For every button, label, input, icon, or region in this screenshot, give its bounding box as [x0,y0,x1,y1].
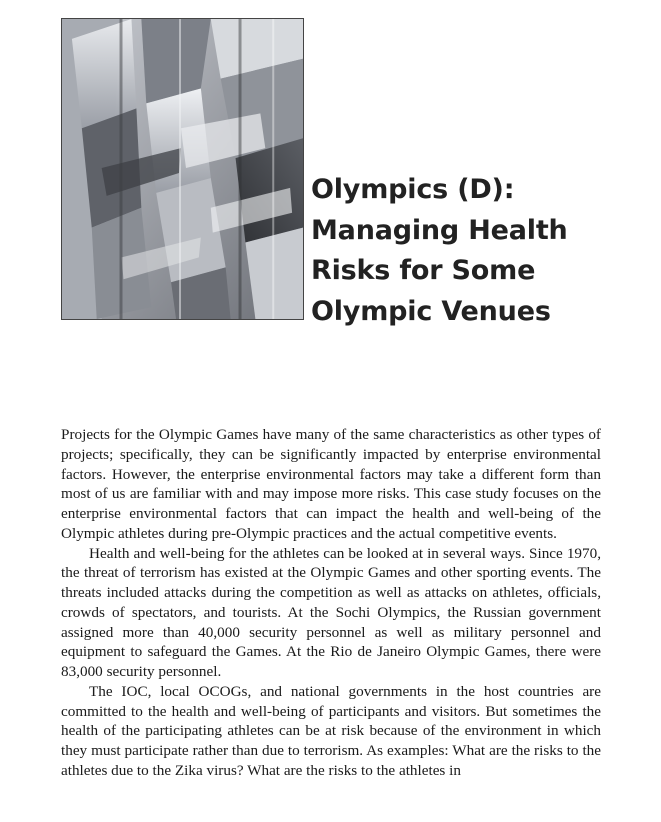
chapter-title-line: Olympics (D): [311,174,515,205]
chapter-title-line: Risks for Some [311,255,536,286]
chapter-title [311,170,641,332]
chapter-title-line: Managing Health [311,214,568,246]
abstract-glass-building-icon [62,19,303,319]
body-text [61,425,601,781]
paragraph: The IOC, local OCOGs, and national governments in the host countries are committed to the health and well-being of participants and visitors. But sometimes the health of the participating athletes can be at risk because of the environment in which they must participate rather than due to terrorism. As examples: What are the risks to the athletes due to the Zika virus? What are the risks to the athletes in [61,682,601,779]
paragraph: Health and well-being for the athletes can be looked at in several ways. Since 1970, the threat of terrorism has existed at the Olympic Games and other sporting events. The threats included attacks during the competition as well as attacks on athletes, officials, crowds of spectators, and tourists. At the Sochi Olympics, the Russian government assigned more than 40,000 security personnel as well as military personnel and equipment to safeguard the Games. At the Rio de Janeiro Olympic Games, there were 83,000 security personnel. [61,544,601,680]
chapter-title-line: Olympic Venues [311,295,551,327]
chapter-image [61,18,304,320]
paragraph: Projects for the Olympic Games have many of the same characteristics as other types of projects; specifically, they can be significantly impacted by enterprise environmental factors. However, the enterprise environmental factors may take a different form than most of us are familiar with and may impose more risks. This case study focuses on the enterprise environmental factors that can impact the health and well-being of the Olympic athletes during pre-Olympic practices and the actual competitive events. [61,426,601,542]
